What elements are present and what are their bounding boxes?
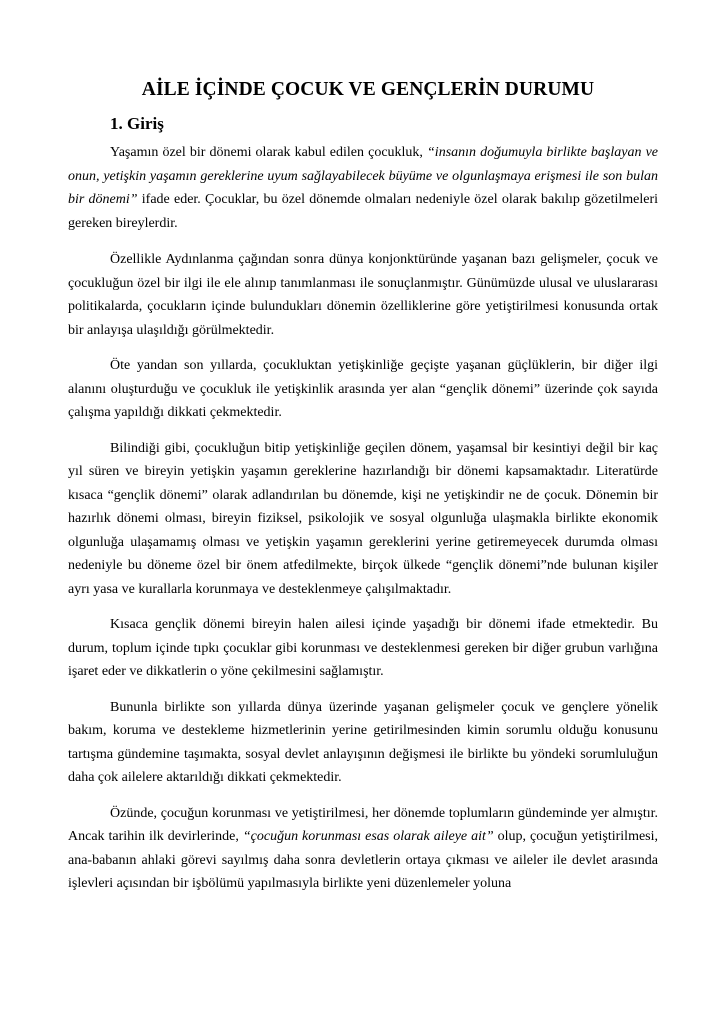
document-title: AİLE İÇİNDE ÇOCUK VE GENÇLERİN DURUMU	[141, 79, 595, 100]
paragraph-6: Bununla birlikte son yıllarda dünya üzerinde yaşanan gelişmeler çocuk ve gençlere yönelik bakım, koruma ve destekleme hizmetlerinin yerine getirilmesinden kimin sorumlu olduğu konusunu tartışma gündemine taşımakta, sosyal devlet anlayışının değişmesi ile birlikte bu yöndeki sorumluluğun daha çok ailelere aktarıldığı dikkati çekmektedir.	[68, 699, 658, 785]
paragraph-1-quote: “insanın doğumuyla birlikte başlayan ve onun, yetişkin yaşamın gereklerine uyum sağlayabilecek büyüme ve olgunlaşmaya erişmesi ile son bulan bir dönemi”	[68, 145, 658, 207]
paragraph-1	[68, 141, 658, 235]
paragraph-3: Öte yandan son yıllarda, çocukluktan yetişkinliğe geçişte yaşanan güçlüklerin, bir diğer ilgi alanını oluşturduğu ve çocukluk ile yetişkinlik arasında yer alan “gençlik dönemi” üzerinde çok sayıda çalışma yapıldığı dikkati çekmektedir.	[68, 358, 658, 420]
paragraph-1-pre: Yaşamın özel bir dönemi olarak kabul edilen çocukluk,	[110, 145, 428, 160]
paragraph-7-quote: “çocuğun korunması esas olarak aileye ait”	[242, 829, 494, 844]
paragraph-7-pre: Özünde, çocuğun korunması ve yetiştirilmesi, her dönemde toplumların gündeminde yer almıştır. Ancak tarihin ilk devirlerinde,	[68, 805, 658, 844]
document-page	[68, 78, 658, 908]
paragraph-1-post: ifade eder. Çocuklar, bu özel dönemde olmaları nedeniyle özel olarak bakılıp gözetilmeleri gereken bireylerdir.	[68, 192, 658, 231]
paragraph-7-post: olup, çocuğun yetiştirilmesi, ana-babanın ahlaki görevi sayılmış daha sonra devletlerin ortaya çıkması ve aileler ile devlet arasında işlevleri açısından bir işbölümü yapılmasıyla birlikte yeni düzenlemeler yoluna	[68, 829, 659, 891]
paragraph-5: Kısaca gençlik dönemi bireyin halen ailesi içinde yaşadığı bir dönemi ifade etmektedir. Bu durum, toplum içinde tıpkı çocuklar gibi korunması ve desteklenmesi gereken bir diğer grubun varlığına işaret eder ve dikkatlerin o yöne çekilmesini sağlamıştır.	[68, 617, 658, 679]
paragraph-4: Bilindiği gibi, çocukluğun bitip yetişkinliğe geçilen dönem, yaşamsal bir kesintiyi değil bir kaç yıl süren ve bireyin yetişkin yaşamın gereklerine hazırlandığı bir dönemi kapsamaktadır. Literatürde kısaca “gençlik dönemi” olarak adlandırılan bu dönemde, kişi ne yetişkindir ne de çocuk. Dönemin bir hazırlık dönemi olması, bireyin fiziksel, psikolojik ve sosyal olgunluğa ulaşmakla birlikte ekonomik olgunluğa ulaşamamış olması ve yetişkin yaşamın gereklerini yerine getiremeyecek durumda olması nedeniyle bu döneme özel bir önem atfedilmekte, birçok ülkede “gençlik dönemi”nde bulunan kişiler ayrı yasa ve kurallarla korunmaya ve desteklenmeye çalışılmaktadır.	[68, 440, 658, 597]
section-heading: 1. Giriş	[110, 114, 164, 133]
paragraph-2: Özellikle Aydınlanma çağından sonra dünya konjonktüründe yaşanan bazı gelişmeler, çocuk ve çocukluğun özel bir ilgi ile ele alınıp tanımlanması ile sonuçlanmıştır. Günümüzde ulusal ve uluslararası politikalarda, çocukların içinde bulundukları dönemin özelliklerine göre yetiştirilmesi konusunda ortak bir anlayışa ulaşıldığı görülmektedir.	[68, 252, 658, 338]
paragraph-7	[68, 802, 658, 896]
